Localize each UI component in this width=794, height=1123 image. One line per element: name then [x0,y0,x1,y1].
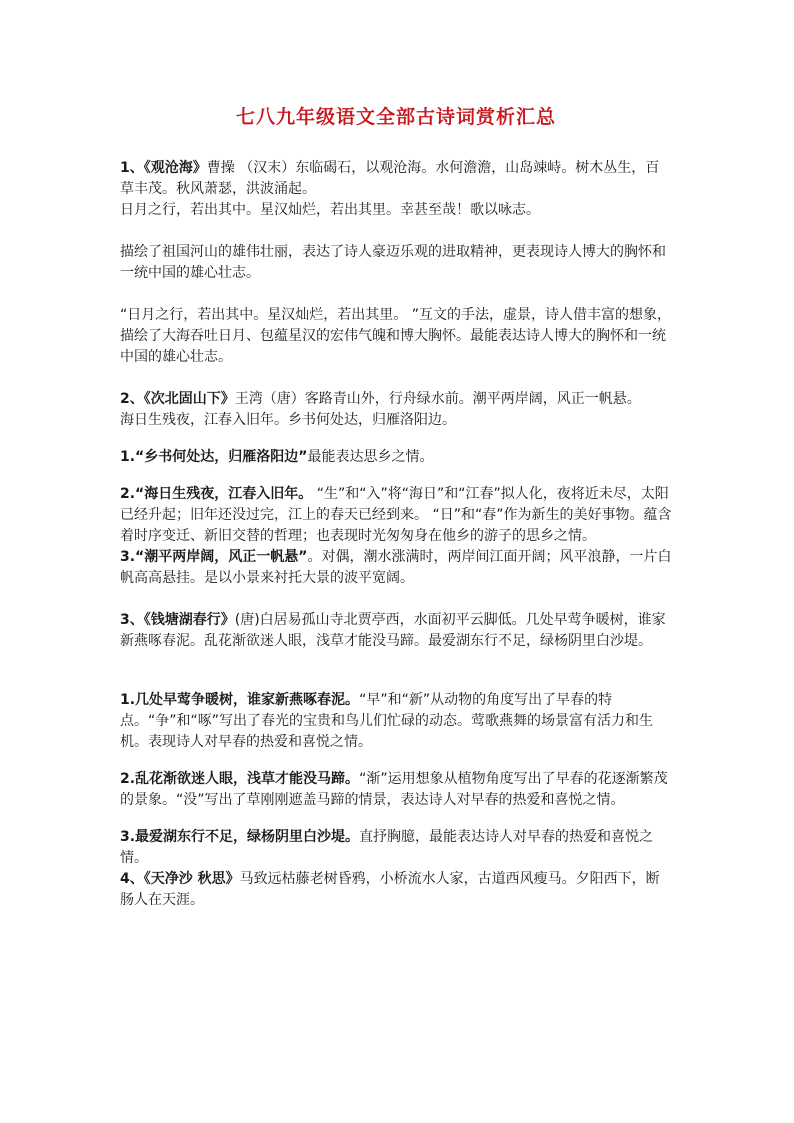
paragraph-gap [120,368,672,389]
text-run: 海日生残夜，江春入旧年。乡书何处达，归雁洛阳边。 [120,412,456,428]
bold-text: 3.最爱湖东行不足，绿杨阴里白沙堤。 [120,829,360,845]
paragraph [120,305,672,368]
bold-text: 《次北固山下》 [143,391,235,407]
bold-text: 《天净沙 秋思》 [143,871,240,887]
paragraph [120,610,672,652]
paragraph [120,447,672,468]
paragraph [120,410,672,431]
paragraph [120,827,672,869]
bold-text: 《钱塘湖春行》 [143,612,235,628]
paragraph [120,158,672,200]
paragraph [120,547,672,589]
paragraph [120,769,672,811]
paragraph-gap [120,652,672,690]
paragraph [120,200,672,221]
text-run: “生”和“入”将“海日”和“江春”拟人化，夜将近未尽，太阳已经升起；旧年还没过完，江上的春天已经到来。 “日”和“春”作为新生的美好事物。蕴含着时序变迁、新旧交替的哲理；也表现时光匆匆身在他乡的游子的思乡之情。 [120,486,672,544]
bold-text: 2.乱花渐欲迷人眼，浅草才能没马蹄。 [120,771,360,787]
bold-text: 3.“潮平两岸阔，风正一帆悬” [120,549,308,565]
text-run: 直抒胸臆，最能表达诗人对早春的热爱和喜悦之情。 [120,829,654,866]
paragraph [120,389,672,410]
paragraph-gap [120,431,672,447]
bold-text: 2、 [120,391,144,407]
paragraph-gap [120,811,672,827]
bold-text: 1.几处早莺争暖树，谁家新燕啄春泥。 [120,692,360,708]
bold-text: 1.“乡书何处达，归雁洛阳边” [120,449,308,465]
document-title: 七八九年级语文全部古诗词赏析汇总 [235,106,556,128]
text-run: 最能表达思乡之情。 [307,449,434,465]
paragraph [120,869,672,911]
text-run: “渐”运用想象从植物角度写出了早春的花逐渐繁茂的景象。“没”写出了草刚刚遮盖马蹄的情景，表达诗人对早春的热爱和喜悦之情。 [120,771,668,808]
bold-text: 4、 [120,871,144,887]
paragraph-gap [120,468,672,484]
text-run: 。对偶，潮水涨满时，两岸间江面开阔；风平浪静，一片白帆高高悬挂。是以小景来衬托大景的波平宽阔。 [120,549,672,586]
text-run: 王湾（唐）客路青山外，行舟绿水前。潮平两岸阔，风正一帆悬。 [234,391,641,407]
text-run: (唐)白居易孤山寺北贾亭西，水面初平云脚低。几处早莺争暖树，谁家新燕啄春泥。乱花渐欲迷人眼，浅草才能没马蹄。最爱湖东行不足，绿杨阴里白沙堤。 [120,612,666,649]
text-run: 曹操 （汉末）东临碣石，以观沧海。水何澹澹，山岛竦峙。树木丛生，百草丰茂。秋风萧瑟，洪波涌起。 [120,160,660,197]
paragraph-gap [120,589,672,610]
text-run: 日月之行，若出其中。星汉灿烂，若出其里。幸甚至哉！歌以咏志。 [120,202,540,218]
bold-text: 2.“海日生残夜，江春入旧年。 [120,486,313,502]
paragraph [120,242,672,284]
paragraph [120,690,672,753]
text-run: “早”和“新”从动物的角度写出了早春的特点。“争”和“啄”写出了春光的宝贵和鸟儿们忙碌的动态。莺歌燕舞的场景富有活力和生机。表现诗人对早春的热爱和喜悦之情。 [120,692,654,750]
paragraph [120,484,672,547]
bold-text: 1、 [120,160,144,176]
paragraph-gap [120,753,672,769]
text-run: 马致远枯藤老树昏鸦，小桥流水人家，古道西风瘦马。夕阳西下，断肠人在天涯。 [120,871,660,908]
text-run: 描绘了祖国河山的雄伟壮丽，表达了诗人豪迈乐观的进取精神，更表现诗人博大的胸怀和一统中国的雄心壮志。 [120,244,666,281]
bold-text: 3、 [120,612,144,628]
text-run: “日月之行，若出其中。星汉灿烂，若出其里。 ”互文的手法，虚景，诗人借丰富的想象，描绘了大海吞吐日月、包蕴星汉的宏伟气魄和博大胸怀。最能表达诗人博大的胸怀和一统中国的雄心壮志。 [120,307,671,365]
document-body [120,158,672,911]
bold-text: 《观沧海》 [143,160,207,176]
paragraph-gap [120,284,672,305]
paragraph-gap [120,221,672,242]
